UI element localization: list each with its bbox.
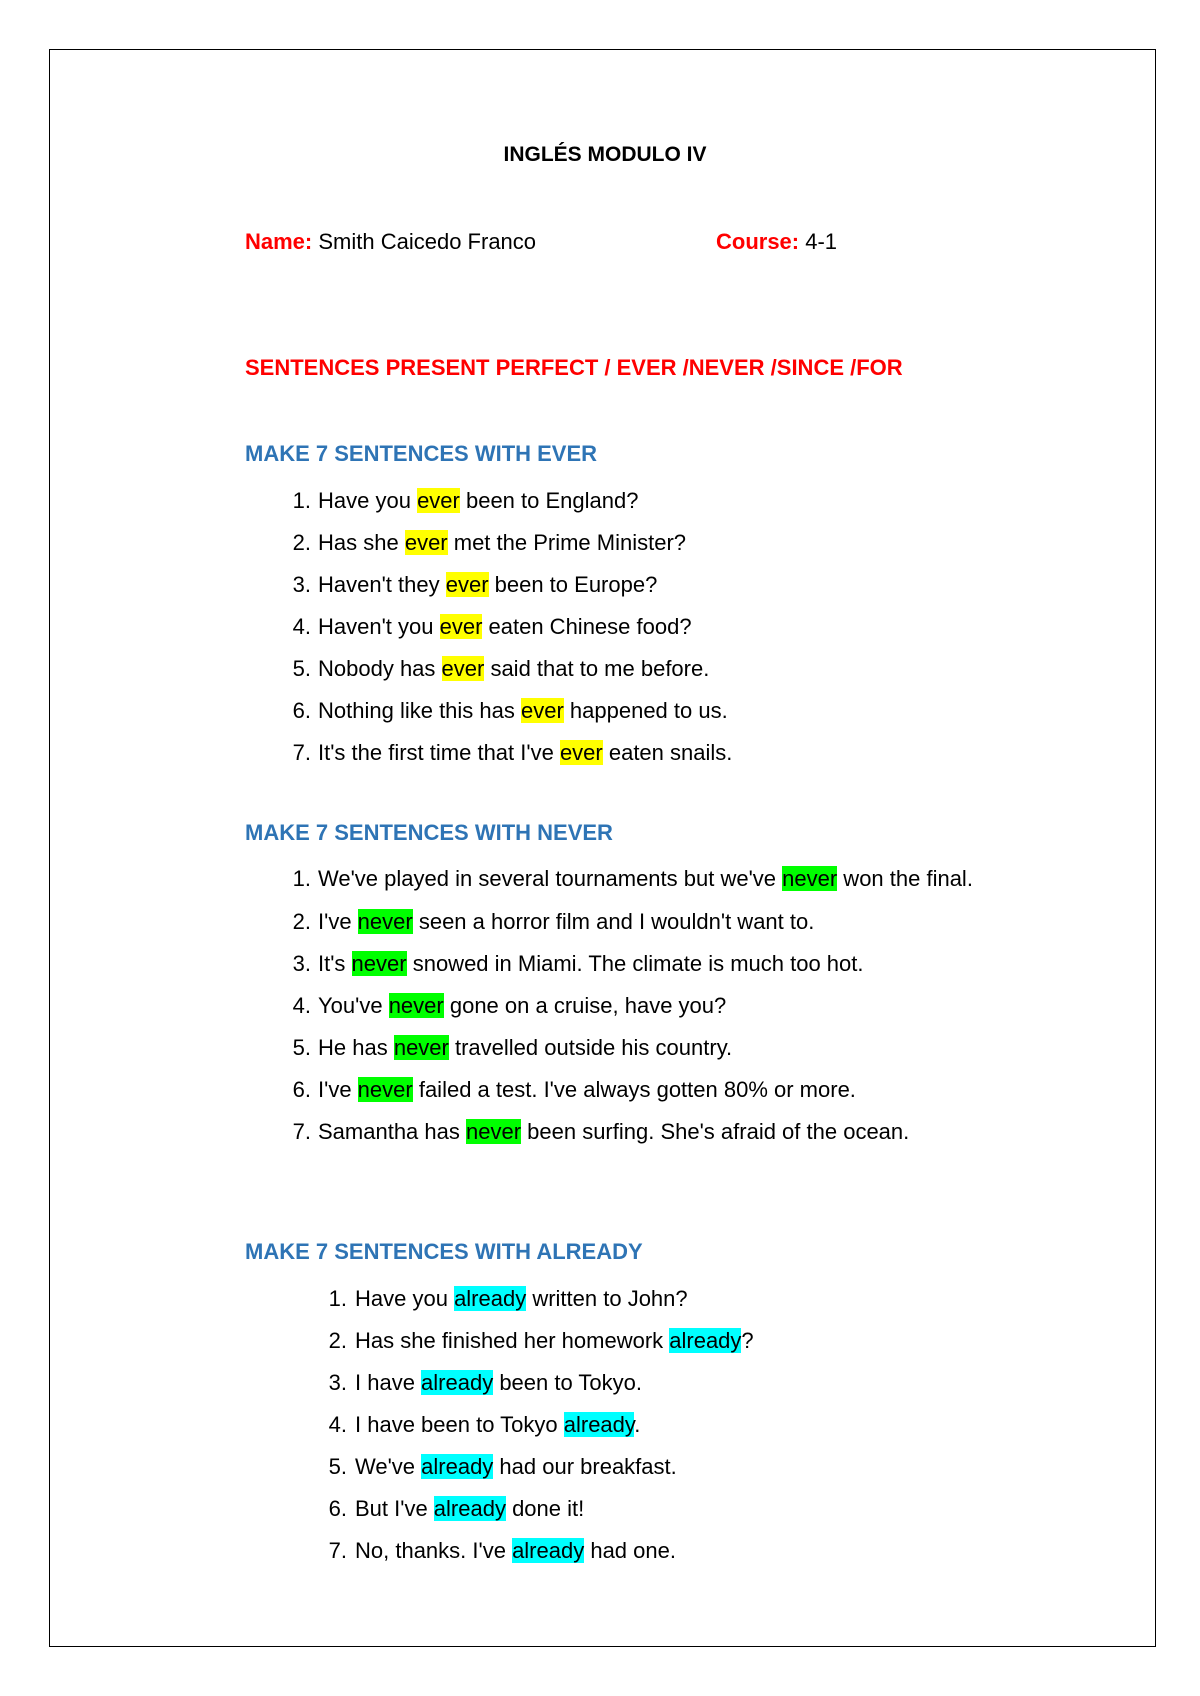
sentence-item: [245, 943, 1120, 985]
sentence-item: [245, 690, 1120, 732]
sentence-number: 3.: [292, 951, 311, 976]
sentence-item: [245, 480, 1120, 522]
sentence-number: 4.: [292, 614, 311, 639]
sentence-item: [245, 522, 1120, 564]
highlighted-word: never: [351, 951, 407, 976]
section-heading: MAKE 7 SENTENCES WITH NEVER: [245, 820, 613, 845]
sentence-text: [318, 648, 1120, 690]
section-heading: MAKE 7 SENTENCES WITH EVER: [245, 441, 598, 466]
sentence-text-after: met the Prime Minister?: [447, 530, 687, 555]
sentence-item: [245, 1488, 1120, 1530]
sentence-text: [318, 901, 1120, 943]
sentence-item: [245, 606, 1120, 648]
sentence-text: [318, 943, 1120, 985]
section-never: [245, 819, 1120, 1153]
sentence-text-before: Has she finished her homework: [355, 1328, 670, 1353]
sentence-text-before: Have you: [318, 488, 418, 513]
sentence-text: [318, 690, 1120, 732]
sentence-text-after: been to Tokyo.: [493, 1370, 643, 1395]
sentence-text-before: It's the first time that I've: [318, 740, 560, 765]
highlighted-word: never: [388, 993, 444, 1018]
sentence-text-after: been surfing. She's afraid of the ocean.: [521, 1119, 910, 1144]
sentence-text: [318, 732, 1120, 774]
sentence-text-before: Haven't they: [318, 572, 446, 597]
sentence-item: [245, 1027, 1120, 1069]
course-value: 4-1: [805, 229, 838, 254]
sentence-text: [318, 522, 1120, 564]
sentence-text-before: I've: [318, 1077, 358, 1102]
sentence-text: [355, 1320, 1120, 1362]
sentence-number: 5.: [292, 656, 311, 681]
sentence-number: 6.: [292, 698, 311, 723]
sentence-text-after: eaten Chinese food?: [482, 614, 692, 639]
sentence-number: 2.: [292, 530, 311, 555]
sentence-text: [355, 1362, 1120, 1404]
highlighted-word: ever: [439, 614, 483, 639]
sentence-text: [355, 1530, 1120, 1572]
highlighted-word: ever: [441, 656, 485, 681]
sentence-text-after: won the final.: [837, 866, 973, 891]
section-ever: [245, 440, 1120, 774]
sentence-item: [245, 901, 1120, 943]
student-name-line: [245, 229, 536, 255]
sentence-number: 3.: [292, 572, 311, 597]
sentence-item: [245, 1530, 1120, 1572]
highlighted-word: already: [421, 1454, 494, 1479]
sentence-text-after: ?: [741, 1328, 754, 1353]
course-line: [716, 229, 837, 255]
sentence-text: [355, 1446, 1120, 1488]
sentence-text-after: been to England?: [459, 488, 639, 513]
highlighted-word: already: [669, 1328, 742, 1353]
sentence-text-after: happened to us.: [563, 698, 728, 723]
topic-heading: SENTENCES PRESENT PERFECT / EVER /NEVER /SINCE /FOR: [245, 355, 903, 380]
sentence-text-after: said that to me before.: [484, 656, 710, 681]
sentence-text-before: Nobody has: [318, 656, 442, 681]
sentence-text: [318, 1111, 1120, 1153]
sentence-item: [245, 732, 1120, 774]
highlighted-word: ever: [521, 698, 564, 723]
sentence-text-after: .: [634, 1412, 641, 1437]
sentence-list: [245, 480, 1120, 774]
section-already: [245, 1238, 1120, 1572]
sentence-text-before: We've played in several tournaments but we've: [318, 866, 783, 891]
sentence-text: [318, 564, 1120, 606]
name-label: Name:: [245, 229, 313, 254]
highlighted-word: ever: [559, 740, 603, 765]
sentence-number: 7.: [292, 1119, 311, 1144]
section-heading: MAKE 7 SENTENCES WITH ALREADY: [245, 1239, 643, 1264]
sentence-list: [245, 859, 1120, 1153]
highlighted-word: already: [454, 1286, 527, 1311]
sentence-text-after: travelled outside his country.: [448, 1035, 733, 1060]
sentence-text-before: I've: [318, 909, 358, 934]
sentence-item: [245, 1111, 1120, 1153]
sentence-text-before: I have: [355, 1370, 422, 1395]
highlighted-word: never: [393, 1035, 449, 1060]
sentence-number: 3.: [328, 1370, 347, 1395]
sentence-number: 1.: [328, 1286, 347, 1311]
sentence-text: [355, 1404, 1120, 1446]
sentence-number: 6.: [292, 1077, 311, 1102]
sentence-item: [245, 1404, 1120, 1446]
sentence-text-before: It's: [318, 951, 352, 976]
sentence-text-before: Has she: [318, 530, 405, 555]
sentence-number: 1.: [292, 866, 311, 891]
sentence-text-after: seen a horror film and I wouldn't want to.: [412, 909, 815, 934]
highlighted-word: ever: [445, 572, 489, 597]
highlighted-word: never: [465, 1119, 522, 1144]
sentence-text-after: had one.: [584, 1538, 676, 1563]
sentence-number: 7.: [328, 1538, 347, 1563]
name-value: Smith Caicedo Franco: [318, 229, 537, 254]
sentence-number: 5.: [292, 1035, 311, 1060]
sentence-number: 6.: [328, 1496, 347, 1521]
sentence-text-before: But I've: [355, 1496, 434, 1521]
highlighted-word: never: [782, 866, 838, 891]
course-label: Course:: [716, 229, 800, 254]
sentence-text-before: Have you: [355, 1286, 455, 1311]
sentence-text: [318, 1069, 1120, 1111]
highlighted-word: already: [563, 1412, 635, 1437]
sentence-number: 1.: [292, 488, 311, 513]
sentence-number: 4.: [328, 1412, 347, 1437]
sentence-item: [245, 1069, 1120, 1111]
sentence-number: 7.: [292, 740, 311, 765]
document-title: INGLÉS MODULO IV: [503, 143, 707, 166]
sentence-text: [318, 985, 1120, 1027]
sentence-text-after: had our breakfast.: [493, 1454, 677, 1479]
sentence-text-after: been to Europe?: [488, 572, 658, 597]
sentence-item: [245, 648, 1120, 690]
sentence-number: 5.: [328, 1454, 347, 1479]
sentence-text-after: failed a test. I've always gotten 80% or more.: [412, 1077, 856, 1102]
sentence-text-before: Samantha has: [318, 1119, 466, 1144]
sentence-text-after: eaten snails.: [602, 740, 733, 765]
sentence-item: [245, 564, 1120, 606]
highlighted-word: never: [357, 909, 413, 934]
sentence-text-after: snowed in Miami. The climate is much too hot.: [406, 951, 864, 976]
sentence-text-before: Haven't you: [318, 614, 440, 639]
highlighted-word: ever: [404, 530, 448, 555]
sentence-number: 4.: [292, 993, 311, 1018]
sentence-text: [318, 1027, 1120, 1069]
sentence-text-before: Nothing like this has: [318, 698, 521, 723]
sentence-item: [245, 1362, 1120, 1404]
sentence-text-before: He has: [318, 1035, 394, 1060]
sentence-text-after: written to John?: [526, 1286, 688, 1311]
sentence-text-after: done it!: [505, 1496, 585, 1521]
sentence-text-before: I have been to Tokyo: [355, 1412, 564, 1437]
sentence-list: [245, 1278, 1120, 1572]
highlighted-word: already: [433, 1496, 506, 1521]
sentence-text: [318, 859, 1120, 899]
sentence-text: [318, 606, 1120, 648]
highlighted-word: ever: [417, 488, 460, 513]
sentence-text: [318, 480, 1120, 522]
sentence-text-before: You've: [318, 993, 389, 1018]
sentence-item: [245, 1446, 1120, 1488]
sentence-text-before: We've: [355, 1454, 422, 1479]
sentence-text: [355, 1488, 1120, 1530]
highlighted-word: already: [512, 1538, 585, 1563]
sentence-item: [245, 985, 1120, 1027]
highlighted-word: already: [421, 1370, 494, 1395]
sentence-item: [245, 859, 1120, 901]
sentence-text-before: No, thanks. I've: [355, 1538, 513, 1563]
sentence-text: [355, 1278, 1120, 1320]
sentence-number: 2.: [328, 1328, 347, 1353]
sentence-item: [245, 1278, 1120, 1320]
sentence-item: [245, 1320, 1120, 1362]
sentence-text-after: gone on a cruise, have you?: [443, 993, 727, 1018]
highlighted-word: never: [357, 1077, 413, 1102]
sentence-number: 2.: [292, 909, 311, 934]
